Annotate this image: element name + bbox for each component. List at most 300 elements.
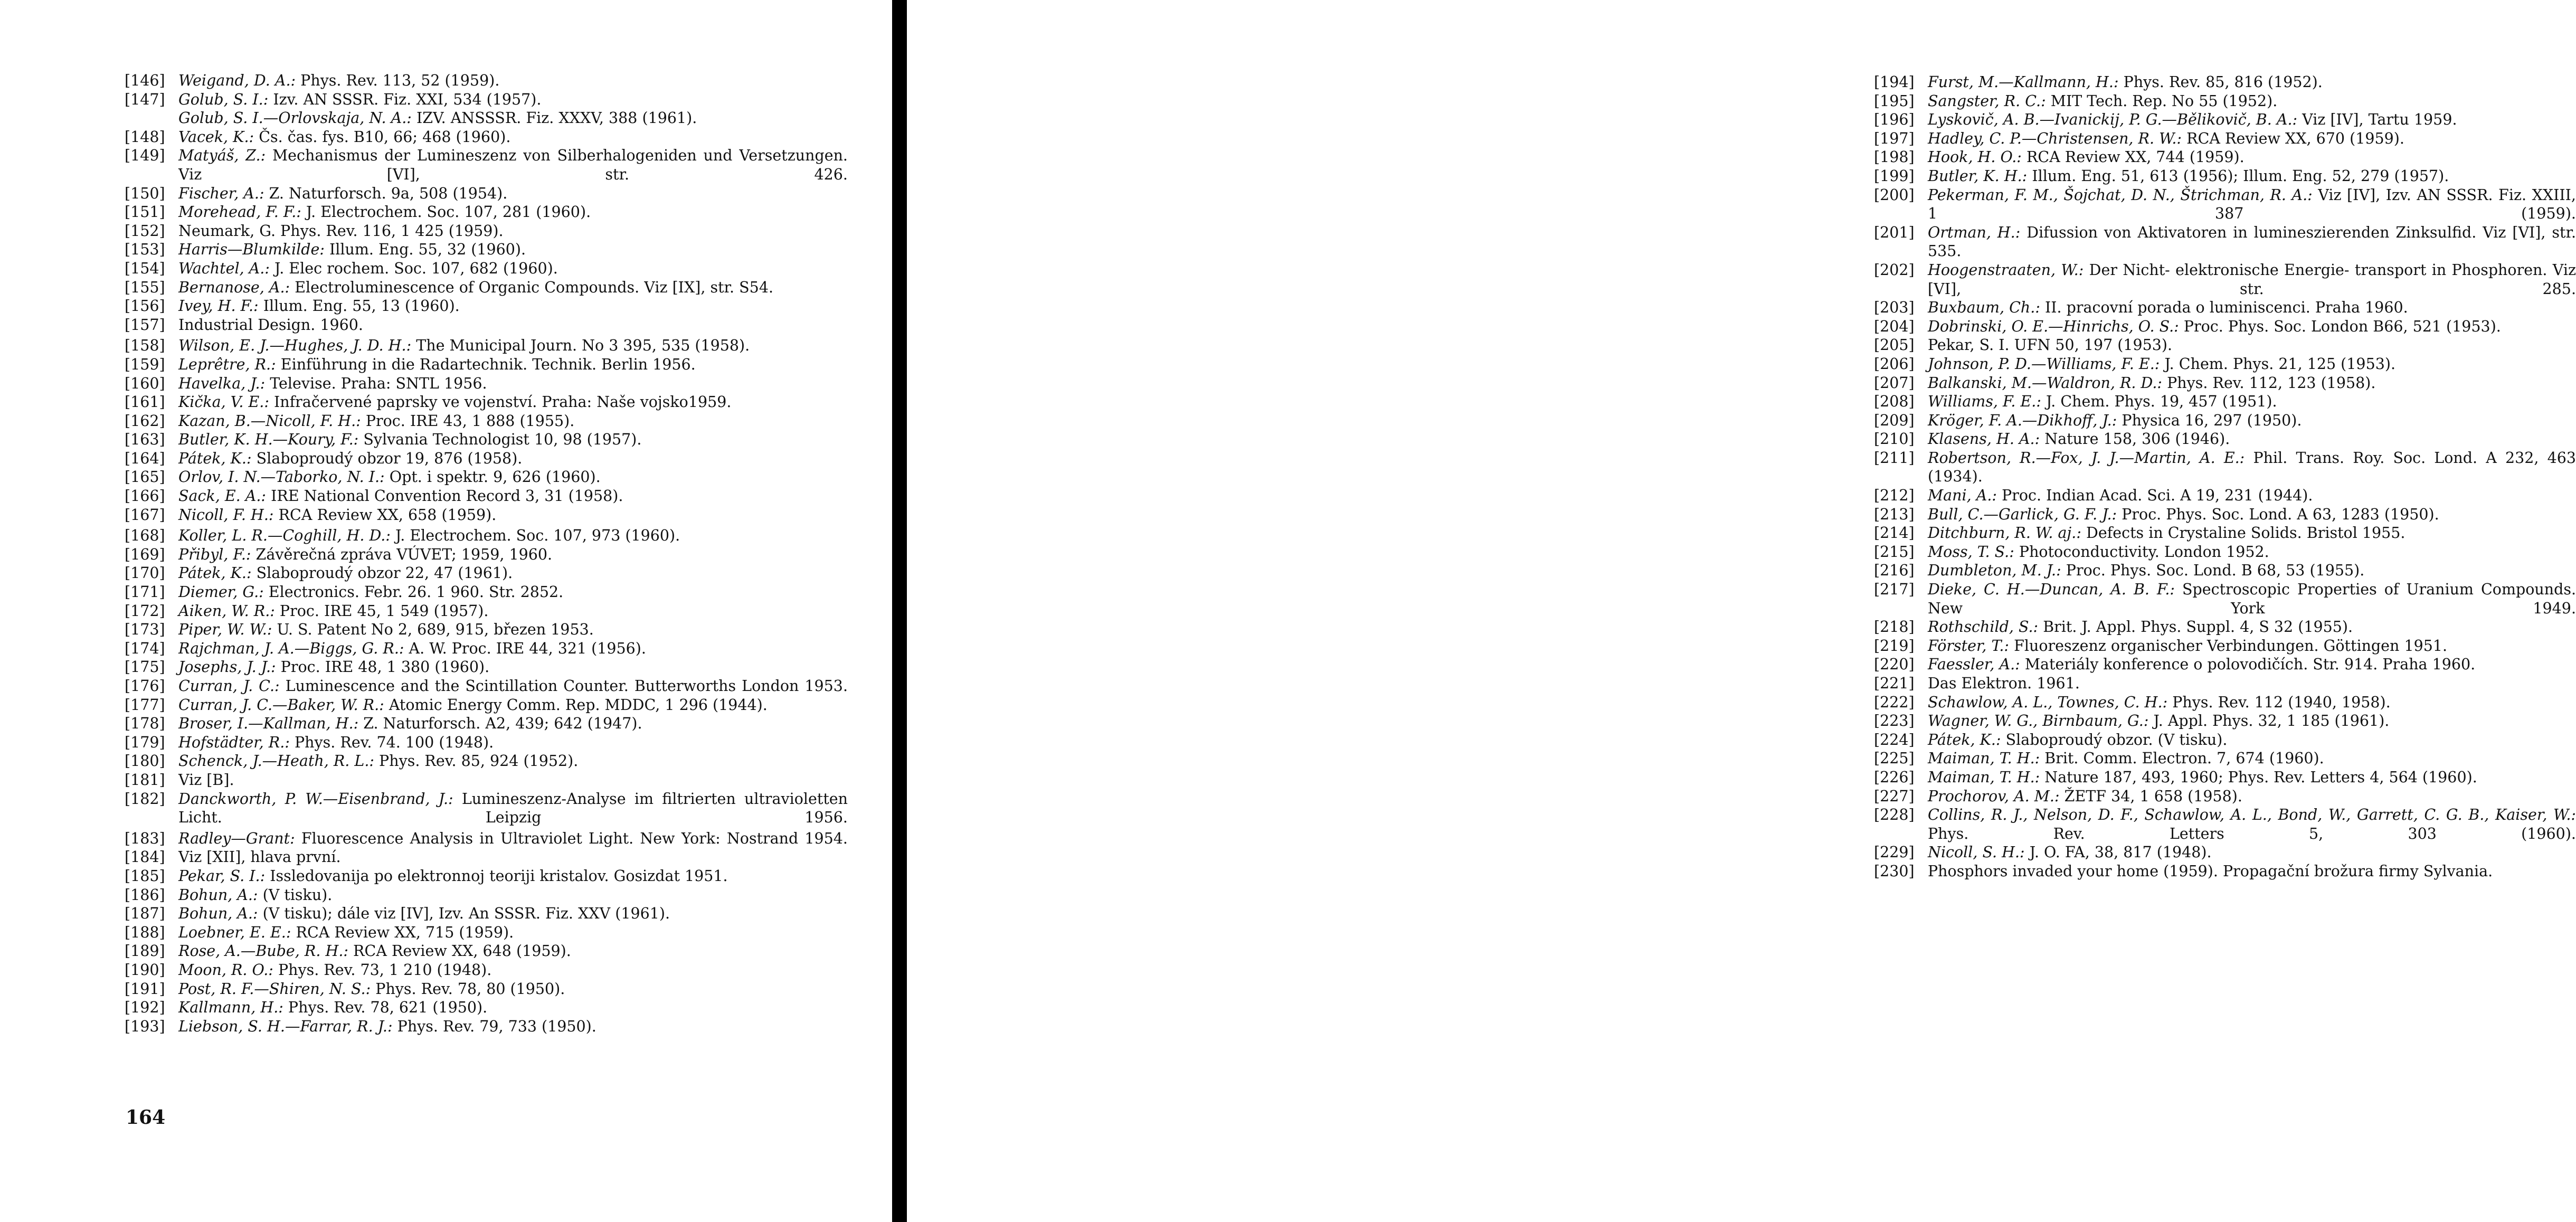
reference-text: Illum. Eng. 51, 613 (1956); Illum. Eng. 52, 279 (1957).	[2027, 167, 2449, 185]
reference-body	[178, 829, 848, 848]
reference-author: Maiman, T. H.:	[1928, 750, 2040, 768]
reference-number: [177]	[125, 696, 165, 714]
reference-text: Der Nicht- elektronische Energie- transport in Phosphoren. Viz [VI], str. 285.	[1928, 261, 2576, 298]
reference-body	[178, 886, 848, 905]
reference-text: Difussion von Aktivatoren in lumineszierenden Zinksulfid. Viz [VI], str. 535.	[1928, 223, 2576, 260]
reference-entry	[1874, 148, 2576, 167]
reference-number: [158]	[125, 337, 165, 355]
reference-number: [191]	[125, 980, 165, 998]
reference-text: Slaboproudý obzor. (V tisku).	[2001, 731, 2228, 749]
reference-entry	[125, 506, 848, 525]
reference-author: Matyáš, Z.:	[178, 147, 266, 165]
reference-number: [223]	[1874, 712, 1915, 730]
reference-number: [187]	[125, 905, 165, 923]
reference-number: [203]	[1874, 299, 1915, 317]
reference-author: Buxbaum, Ch.:	[1928, 299, 2040, 317]
reference-author: Collins, R. J., Nelson, D. F., Schawlow, A. L., Bond, W., Garrett, C. G. B., Kaiser, W.:	[1928, 806, 2576, 824]
reference-number: [214]	[1874, 524, 1915, 542]
reference-number: [148]	[125, 128, 165, 146]
reference-number: [170]	[125, 564, 165, 582]
reference-entry	[1874, 655, 2576, 674]
reference-entry	[125, 374, 848, 393]
reference-text: IRE National Convention Record 3, 31 (1958).	[266, 487, 623, 505]
reference-entry	[1874, 430, 2576, 449]
reference-text: Viz [IV], Tartu 1959.	[2297, 111, 2457, 129]
reference-text: Proc. Indian Acad. Sci. A 19, 231 (1944).	[1997, 487, 2313, 505]
reference-number: [230]	[1874, 862, 1915, 880]
reference-body	[1928, 449, 2576, 486]
reference-entry	[125, 886, 848, 905]
reference-body	[178, 620, 848, 639]
reference-entry	[125, 639, 848, 658]
reference-text: Physica 16, 297 (1950).	[2117, 411, 2302, 429]
reference-number: [193]	[125, 1017, 165, 1035]
reference-number: [176]	[125, 677, 165, 695]
reference-entry	[125, 393, 848, 412]
reference-text: Phys. Rev. 112 (1940, 1958).	[2167, 693, 2391, 711]
reference-author: Harris—Blumkilde:	[178, 241, 325, 259]
reference-entry	[125, 1017, 848, 1036]
reference-number: [162]	[125, 412, 165, 430]
reference-author: Bohun, A.:	[178, 886, 258, 904]
reference-text: Photoconductivity. London 1952.	[2014, 543, 2269, 561]
reference-number: [207]	[1874, 374, 1915, 392]
reference-text: J. O. FA, 38, 817 (1948).	[2024, 844, 2212, 861]
reference-entry	[1874, 223, 2576, 261]
reference-text: (V tisku).	[258, 886, 333, 904]
reference-author: Rajchman, J. A.—Biggs, G. R.:	[178, 639, 404, 657]
reference-entry	[1874, 787, 2576, 806]
reference-author: Mani, A.:	[1928, 487, 1997, 505]
reference-author: Golub, S. I.—Orlovskaja, N. A.:	[178, 109, 412, 127]
reference-author: Hofstädter, R.:	[178, 733, 290, 751]
reference-entry	[125, 278, 848, 297]
reference-number: [169]	[125, 545, 165, 563]
reference-text: Luminescence and the Scintillation Counter. Butterworths London 1953.	[279, 677, 848, 695]
reference-number: [220]	[1874, 656, 1915, 674]
reference-number: [218]	[1874, 618, 1915, 636]
reference-text: Z. Naturforsch. 9a, 508 (1954).	[264, 184, 508, 202]
reference-number: [154]	[125, 259, 165, 277]
reference-text: Industrial Design. 1960.	[178, 316, 363, 334]
reference-number: [152]	[125, 222, 165, 240]
reference-text: Atomic Energy Comm. Rep. MDDC, 1 296 (1944).	[384, 696, 768, 714]
reference-body	[178, 203, 848, 222]
reference-author: Danckworth, P. W.—Eisenbrand, J.:	[178, 790, 453, 808]
reference-entry	[1874, 862, 2576, 881]
reference-text: RCA Review XX, 715 (1959).	[291, 923, 514, 941]
reference-author: Förster, T.:	[1928, 637, 2010, 655]
reference-author: Morehead, F. F.:	[178, 203, 301, 221]
reference-text: Phys. Rev. 78, 621 (1950).	[283, 999, 488, 1017]
reference-text: Izv. AN SSSR. Fiz. XXI, 534 (1957).	[268, 90, 542, 108]
reference-number: [171]	[125, 583, 165, 601]
reference-body	[178, 393, 848, 412]
reference-number: [217]	[1874, 581, 1915, 599]
reference-body	[1928, 524, 2576, 543]
reference-body	[1928, 336, 2576, 355]
reference-entry	[1874, 693, 2576, 712]
reference-list-left	[125, 71, 848, 1036]
reference-number: [151]	[125, 203, 165, 221]
reference-entry	[125, 203, 848, 222]
reference-entry	[1874, 317, 2576, 336]
reference-text: Viz [XII], hlava první.	[178, 848, 341, 866]
reference-text: Neumark, G. Phys. Rev. 116, 1 425 (1959).	[178, 222, 504, 240]
reference-number: [189]	[125, 942, 165, 960]
reference-body	[178, 374, 848, 393]
reference-entry	[1874, 561, 2576, 580]
reference-author: Bull, C.—Garlick, G. F. J.:	[1928, 505, 2117, 523]
reference-number: [155]	[125, 278, 165, 296]
reference-body	[178, 733, 848, 752]
reference-author: Kröger, F. A.—Dikhoff, J.:	[1928, 411, 2117, 429]
reference-body	[178, 848, 848, 867]
reference-entry	[125, 545, 848, 564]
reference-body	[1928, 561, 2576, 580]
reference-body	[1928, 731, 2576, 750]
reference-author: Butler, K. H.:	[1928, 167, 2028, 185]
reference-text: Proc. Phys. Soc. Lond. A 63, 1283 (1950).	[2117, 505, 2439, 523]
reference-entry	[125, 867, 848, 886]
reference-number: [181]	[125, 771, 165, 789]
reference-text: Proc. IRE 45, 1 549 (1957).	[274, 602, 489, 620]
reference-author: Pátek, K.:	[178, 449, 252, 467]
reference-number: [222]	[1874, 693, 1915, 711]
reference-body	[178, 1017, 848, 1036]
reference-body	[1928, 806, 2576, 843]
reference-text: Spectroscopic Properties of Uranium Compounds. New York 1949.	[1928, 581, 2576, 617]
reference-author: Lyskovič, A. B.—Ivanickij, P. G.—Bělikovič, B. A.:	[1928, 111, 2298, 129]
reference-entry	[125, 923, 848, 942]
page-number: 164	[126, 1106, 166, 1129]
reference-body	[1928, 543, 2576, 562]
reference-entry	[125, 297, 848, 316]
reference-text: Illum. Eng. 55, 32 (1960).	[324, 241, 526, 259]
reference-body	[1928, 618, 2576, 637]
reference-body	[178, 714, 848, 733]
reference-entry	[125, 904, 848, 923]
reference-body	[1928, 486, 2576, 505]
reference-author: Wilson, E. J.—Hughes, J. D. H.:	[178, 337, 412, 355]
reference-number: [175]	[125, 658, 165, 676]
reference-body	[178, 677, 848, 696]
reference-number: [195]	[1874, 92, 1915, 110]
reference-text: Defects in Crystaline Solids. Bristol 1955.	[2081, 524, 2405, 542]
reference-body	[178, 316, 848, 335]
reference-number: [219]	[1874, 637, 1915, 655]
reference-entry	[125, 848, 848, 867]
reference-body	[1928, 787, 2576, 806]
reference-author: Robertson, R.—Fox, J. J.—Martin, A. E.:	[1928, 449, 2245, 467]
reference-entry	[125, 468, 848, 487]
reference-author: Broser, I.—Kallman, H.:	[178, 715, 359, 733]
reference-entry	[125, 222, 848, 241]
reference-text: Phys. Rev. 85, 816 (1952).	[2118, 73, 2323, 91]
reference-text: Proc. IRE 48, 1 380 (1960).	[276, 658, 490, 676]
reference-body	[1928, 768, 2576, 787]
reference-text: RCA Review XX, 658 (1959).	[273, 506, 497, 524]
left-page	[0, 0, 892, 1222]
reference-entry	[1874, 92, 2576, 111]
reference-text: IZV. ANSSSR. Fiz. XXXV, 388 (1961).	[411, 109, 697, 127]
reference-author: Ortman, H.:	[1928, 223, 2021, 241]
reference-author: Wachtel, A.:	[178, 259, 270, 277]
reference-body	[178, 240, 848, 259]
reference-entry	[1874, 167, 2576, 186]
reference-entry	[125, 146, 848, 184]
reference-text: J. Electrochem. Soc. 107, 973 (1960).	[390, 527, 680, 545]
reference-number: [202]	[1874, 261, 1915, 279]
reference-number: [147]	[125, 90, 165, 108]
reference-author: Moon, R. O.:	[178, 961, 273, 979]
reference-entry	[1874, 486, 2576, 505]
reference-text: Phys. Rev. 74. 100 (1948).	[289, 733, 494, 751]
reference-text: Slaboproudý obzor 19, 876 (1958).	[251, 449, 523, 467]
reference-number: [215]	[1874, 543, 1915, 561]
reference-author: Pátek, K.:	[178, 564, 252, 582]
reference-author: Hadley, C. P.—Christensen, R. W.:	[1928, 129, 2182, 147]
reference-number: [156]	[125, 297, 165, 315]
reference-body	[178, 545, 848, 564]
reference-number: [183]	[125, 829, 165, 847]
reference-body	[1928, 186, 2576, 223]
reference-number: [206]	[1874, 355, 1915, 373]
reference-author: Leprêtre, R.:	[178, 355, 276, 373]
reference-text: Issledovanija po elektronnoj teoriji kristalov. Gosizdat 1951.	[265, 867, 728, 885]
reference-body	[178, 412, 848, 431]
reference-body	[178, 128, 848, 147]
reference-text: Nature 158, 306 (1946).	[2040, 430, 2230, 448]
reference-author: Kallmann, H.:	[178, 999, 283, 1017]
reference-text: ŽETF 34, 1 658 (1958).	[2059, 787, 2242, 805]
reference-number: [157]	[125, 316, 165, 334]
reference-entry	[1874, 731, 2576, 750]
reference-author: Koller, L. R.—Coghill, H. D.:	[178, 527, 391, 545]
reference-author: Sack, E. A.:	[178, 487, 267, 505]
reference-author: Pátek, K.:	[1928, 731, 2001, 749]
reference-entry	[125, 980, 848, 999]
reference-number: [196]	[1874, 111, 1915, 129]
reference-text: J. Chem. Phys. 19, 457 (1951).	[2041, 393, 2277, 411]
reference-body	[178, 259, 848, 278]
reference-number: [172]	[125, 602, 165, 620]
reference-body	[1928, 430, 2576, 449]
reference-number: [197]	[1874, 129, 1915, 147]
reference-text: Proc. Phys. Soc. London B66, 521 (1953).	[2179, 317, 2501, 335]
reference-body	[178, 278, 848, 297]
reference-author: Pekerman, F. M., Šojchat, D. N., Štrichman, R. A.:	[1928, 186, 2313, 204]
reference-entry	[125, 583, 848, 602]
reference-author: Schawlow, A. L., Townes, C. H.:	[1928, 693, 2168, 711]
reference-text: Fluoreszenz organischer Verbindungen. Göttingen 1951.	[2009, 637, 2448, 655]
reference-entry	[1874, 637, 2576, 656]
reference-body	[178, 602, 848, 621]
reference-number: [211]	[1874, 449, 1915, 467]
reference-author: Curran, J. C.—Baker, W. R.:	[178, 696, 384, 714]
reference-number: [201]	[1874, 223, 1915, 241]
reference-number: [228]	[1874, 806, 1915, 824]
reference-body	[1928, 317, 2576, 336]
reference-author: Havelka, J.:	[178, 374, 266, 392]
reference-body	[1928, 355, 2576, 374]
reference-body	[178, 658, 848, 677]
reference-entry	[125, 752, 848, 771]
reference-text: U. S. Patent No 2, 689, 915, březen 1953.	[272, 621, 594, 639]
reference-number: [198]	[1874, 148, 1915, 166]
reference-body	[178, 696, 848, 715]
reference-number: [209]	[1874, 411, 1915, 429]
reference-number: [159]	[125, 355, 165, 373]
reference-text: RCA Review XX, 744 (1959).	[2021, 148, 2244, 166]
reference-body	[1928, 110, 2576, 129]
reference-number: [225]	[1874, 750, 1915, 768]
reference-text: Proc. Phys. Soc. Lond. B 68, 53 (1955).	[2061, 562, 2365, 580]
reference-author: Schenck, J.—Heath, R. L.:	[178, 752, 374, 770]
reference-body	[178, 942, 848, 961]
reference-body	[1928, 580, 2576, 618]
reference-body	[178, 526, 848, 545]
reference-body	[1928, 843, 2576, 862]
reference-entry	[1874, 186, 2576, 223]
reference-entry	[1874, 543, 2576, 562]
reference-author: Kazan, B.—Nicoll, F. H.:	[178, 412, 361, 430]
reference-author: Loebner, E. E.:	[178, 923, 291, 941]
reference-text: Opt. i spektr. 9, 626 (1960).	[384, 468, 601, 486]
reference-text: Phys. Rev. 73, 1 210 (1948).	[273, 961, 492, 979]
reference-entry	[125, 696, 848, 715]
reference-author: Curran, J. C.:	[178, 677, 280, 695]
reference-body	[178, 487, 848, 506]
reference-number: [188]	[125, 923, 165, 941]
reference-text: Phys. Rev. Letters 5, 303 (1960).	[1928, 825, 2576, 842]
reference-entry	[125, 564, 848, 583]
right-page	[907, 0, 2576, 1222]
reference-body	[1928, 505, 2576, 524]
reference-number: [208]	[1874, 393, 1915, 411]
reference-entry	[125, 430, 848, 449]
reference-entry	[125, 90, 848, 128]
reference-number: [190]	[125, 961, 165, 979]
reference-text: J. Elec rochem. Soc. 107, 682 (1960).	[269, 259, 558, 277]
reference-entry	[125, 771, 848, 790]
reference-entry	[125, 733, 848, 752]
reference-author: Rose, A.—Bube, R. H.:	[178, 942, 348, 960]
reference-author: Dobrinski, O. E.—Hinrichs, O. S.:	[1928, 317, 2179, 335]
reference-entry	[125, 526, 848, 545]
reference-text: Pekar, S. I. UFN 50, 197 (1953).	[1928, 336, 2173, 354]
reference-number: [212]	[1874, 487, 1915, 505]
reference-body	[178, 222, 848, 241]
reference-text: Materiály konference o polovodičích. Str. 914. Praha 1960.	[2020, 656, 2476, 674]
reference-body	[1928, 862, 2576, 881]
reference-entry	[1874, 298, 2576, 317]
reference-number: [224]	[1874, 731, 1915, 749]
reference-author: Rothschild, S.:	[1928, 618, 2039, 636]
reference-body	[1928, 392, 2576, 411]
reference-text: Phys. Rev. 85, 924 (1952).	[374, 752, 579, 770]
reference-number: [174]	[125, 639, 165, 657]
reference-entry	[1874, 843, 2576, 862]
reference-author: Johnson, P. D.—Williams, F. E.:	[1928, 355, 2160, 373]
reference-entry	[1874, 355, 2576, 374]
reference-body	[1928, 712, 2576, 731]
reference-text: Fluorescence Analysis in Ultraviolet Light. New York: Nostrand 1954.	[295, 829, 848, 847]
reference-number: [150]	[125, 184, 165, 202]
reference-entry	[125, 942, 848, 961]
reference-entry	[1874, 749, 2576, 768]
reference-text: Electroluminescence of Organic Compounds. Viz [IX], str. S54.	[290, 278, 774, 296]
reference-body	[178, 904, 848, 923]
reference-text: Einführung in die Radartechnik. Technik. Berlin 1956.	[276, 355, 696, 373]
reference-text: J. Electrochem. Soc. 107, 281 (1960).	[301, 203, 591, 221]
reference-body	[1928, 298, 2576, 317]
reference-number: [163]	[125, 431, 165, 449]
reference-body	[178, 639, 848, 658]
reference-body	[1928, 693, 2576, 712]
reference-entry	[125, 240, 848, 259]
reference-text: Das Elektron. 1961.	[1928, 675, 2080, 692]
reference-author: Hoogenstraaten, W.:	[1928, 261, 2084, 279]
reference-body	[178, 506, 848, 525]
reference-body	[178, 468, 848, 487]
reference-body	[1928, 73, 2576, 92]
reference-entry	[125, 961, 848, 980]
reference-number: [204]	[1874, 317, 1915, 335]
reference-author: Faessler, A.:	[1928, 656, 2020, 674]
reference-number: [199]	[1874, 167, 1915, 185]
reference-author: Sangster, R. C.:	[1928, 92, 2046, 110]
reference-number: [180]	[125, 752, 165, 770]
reference-text: Electronics. Febr. 26. 1 960. Str. 2852.	[263, 583, 564, 601]
reference-number: [167]	[125, 506, 165, 524]
reference-number: [194]	[1874, 73, 1915, 91]
reference-author: Josephs, J. J.:	[178, 658, 276, 676]
reference-text: Viz [B].	[178, 771, 234, 789]
reference-number: [210]	[1874, 430, 1915, 448]
reference-author: Maiman, T. H.:	[1928, 768, 2040, 786]
reference-author: Hook, H. O.:	[1928, 148, 2022, 166]
reference-body	[1928, 655, 2576, 674]
reference-number: [227]	[1874, 787, 1915, 805]
reference-text: MIT Tech. Rep. No 55 (1952).	[2045, 92, 2278, 110]
reference-entry	[1874, 129, 2576, 148]
reference-text: Viz [IV], Izv. AN SSSR. Fiz. XXIII, 1 387 (1959).	[1928, 186, 2576, 223]
reference-body	[178, 90, 848, 128]
reference-entry	[125, 449, 848, 468]
reference-entry	[125, 355, 848, 374]
reference-text: Sylvania Technologist 10, 98 (1957).	[358, 431, 642, 449]
reference-number: [182]	[125, 790, 165, 808]
reference-entry	[125, 602, 848, 621]
reference-body	[178, 771, 848, 790]
reference-number: [205]	[1874, 336, 1915, 354]
reference-number: [153]	[125, 241, 165, 259]
reference-number: [173]	[125, 621, 165, 639]
reference-body	[178, 564, 848, 583]
reference-author: Klasens, H. A.:	[1928, 430, 2040, 448]
reference-body	[1928, 749, 2576, 768]
reference-body	[1928, 374, 2576, 393]
reference-number: [213]	[1874, 505, 1915, 523]
reference-number: [178]	[125, 715, 165, 733]
reference-body	[178, 71, 848, 90]
reference-body	[1928, 129, 2576, 148]
reference-entry	[125, 998, 848, 1017]
reference-author: Diemer, G.:	[178, 583, 264, 601]
reference-author: Dieke, C. H.—Duncan, A. B. F.:	[1928, 581, 2175, 599]
reference-entry	[1874, 580, 2576, 618]
